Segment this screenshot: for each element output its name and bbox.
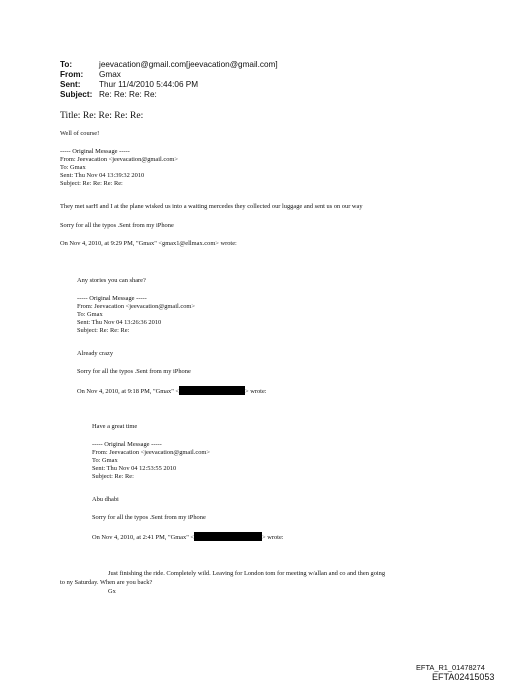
subject-value: Re: Re: Re: Re: <box>99 90 157 99</box>
original-sent-3: Sent: Thu Nov 04 12:53:55 2010 <box>92 465 177 472</box>
final-message-line-1: Just finishing the ride. Completely wild. Leaving for London tom for meeting w/allan and co and then going <box>108 570 386 577</box>
original-to-3: To: Gmax <box>92 457 118 464</box>
quote-line-2-prefix: On Nov 4, 2010, at 9:18 PM, "Gmax" < <box>77 388 180 395</box>
quote-line-2 <box>77 386 267 396</box>
reply-text-1: Well of course! <box>60 130 100 137</box>
original-to-1: To: Gmax <box>60 164 86 171</box>
sent-value: Thur 11/4/2010 5:44:06 PM <box>99 80 199 89</box>
footer-id-1: EFTA_R1_01478274 <box>416 663 485 672</box>
quote-line-1: On Nov 4, 2010, at 9:29 PM, "Gmax" <gmax1@ellmax.com> wrote: <box>60 240 237 247</box>
original-from-3: From: Jeevacation <jeevacation@gmail.com> <box>92 449 210 456</box>
quote-line-3-suffix: > wrote: <box>262 534 284 541</box>
quote-line-2-suffix: > wrote: <box>245 388 267 395</box>
final-signature: Gx <box>108 588 116 595</box>
message-text-1: They met sarH and I at the plane wisked us into a waiting mercedes they collected our luggage and sent us on our way <box>60 203 363 210</box>
signature-1: Sorry for all the typos .Sent from my iPhone <box>60 222 174 229</box>
signature-2: Sorry for all the typos .Sent from my iPhone <box>77 368 191 375</box>
email-title: Title: Re: Re: Re: Re: <box>60 110 144 121</box>
original-sent-2: Sent: Thu Nov 04 13:26:36 2010 <box>77 319 162 326</box>
original-sent-1: Sent: Thu Nov 04 13:39:32 2010 <box>60 172 145 179</box>
redaction-block <box>194 532 262 541</box>
reply-text-2: Any stories you can share? <box>77 277 146 284</box>
original-from-2: From: Jeevacation <jeevacation@gmail.com> <box>77 303 195 310</box>
footer-id-2: EFTA02415053 <box>432 672 495 682</box>
sent-label: Sent: <box>60 80 81 89</box>
quote-line-3-prefix: On Nov 4, 2010, at 2:41 PM, "Gmax" < <box>92 534 195 541</box>
email-header <box>60 60 360 102</box>
reply-text-3: Have a great time <box>92 423 138 430</box>
original-from-1: From: Jeevacation <jeevacation@gmail.com> <box>60 156 178 163</box>
final-message-line-2: to ny Saturday. When are you back? <box>60 579 153 586</box>
original-to-2: To: Gmax <box>77 311 103 318</box>
from-value: Gmax <box>99 70 121 79</box>
to-label: To: <box>60 60 73 69</box>
original-message-divider-3: ----- Original Message ----- <box>92 441 162 448</box>
original-subject-1: Subject: Re: Re: Re: Re: <box>60 180 123 187</box>
message-text-3: Abu dhabi <box>92 496 119 503</box>
original-message-divider-2: ----- Original Message ----- <box>77 295 147 302</box>
redaction-block <box>179 386 245 395</box>
original-subject-3: Subject: Re: Re: <box>92 473 134 480</box>
subject-label: Subject: <box>60 90 93 99</box>
quote-line-3 <box>92 532 284 542</box>
from-label: From: <box>60 70 84 79</box>
signature-3: Sorry for all the typos .Sent from my iPhone <box>92 514 206 521</box>
to-value: jeevacation@gmail.com[jeevacation@gmail.com] <box>99 60 278 69</box>
message-text-2: Already crazy <box>77 350 114 357</box>
original-subject-2: Subject: Re: Re: Re: <box>77 327 130 334</box>
original-message-divider-1: ----- Original Message ----- <box>60 148 130 155</box>
